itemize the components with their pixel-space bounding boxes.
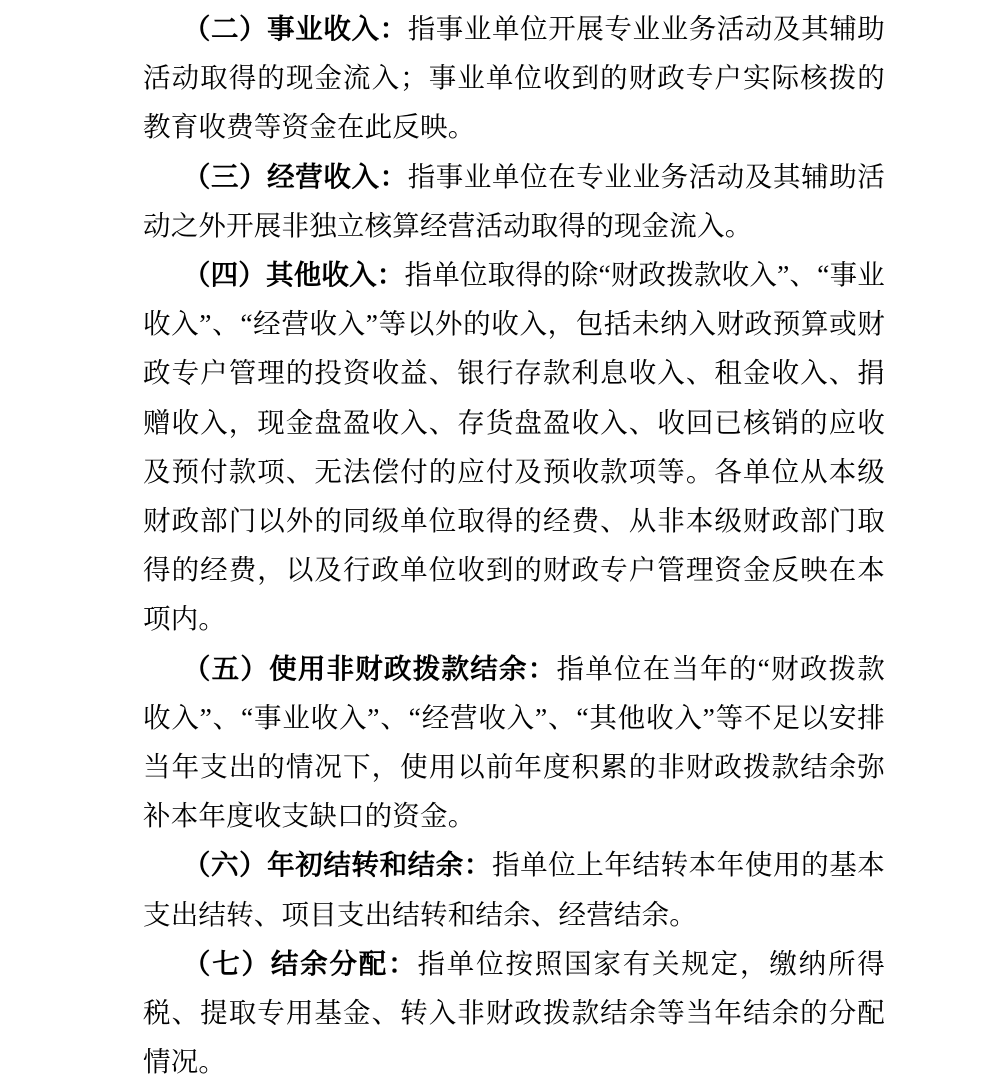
paragraph-item-6 (143, 840, 885, 938)
paragraph-heading: （五）使用非财政拨款结余： (182, 652, 557, 684)
paragraph-heading: （七）结余分配： (182, 947, 418, 979)
paragraph-body: 指事业单位在专业业务活动及其辅助活动之外开展非独立核算经营活动取得的现金流入。 (143, 160, 885, 241)
paragraph-heading: （六）年初结转和结余： (182, 849, 492, 881)
paragraph-body: 指单位按照国家有关规定，缴纳所得税、提取专用基金、转入非财政拨款结余等当年结余的分配情况。 (143, 947, 885, 1078)
paragraph-item-7 (143, 939, 885, 1086)
paragraph-body: 指单位取得的除“财政拨款收入”、“事业收入”、“经营收入”等以外的收入，包括未纳入财政预算或财政专户管理的投资收益、银行存款利息收入、租金收入、捐赠收入，现金盘盈收入、存货盘盈收入、收回已核销的应收及预付款项、无法偿付的应付及预收款项等。各单位从本级财政部门以外的同级单位取得的经费、从非本级财政部门取得的经费，以及行政单位收到的财政专户管理资金反映在本项内。 (143, 259, 885, 635)
paragraph-item-5 (143, 644, 885, 841)
paragraph-item-2 (143, 4, 885, 152)
paragraph-heading: （三）经营收入： (182, 160, 408, 192)
paragraph-heading: （二）事业收入： (182, 13, 408, 44)
paragraph-item-3 (143, 152, 885, 250)
paragraph-item-4 (143, 250, 885, 644)
paragraph-body: 指事业单位开展专业业务活动及其辅助活动取得的现金流入；事业单位收到的财政专户实际核拨的教育收费等资金在此反映。 (143, 13, 885, 143)
paragraph-heading: （四）其他收入： (182, 259, 405, 291)
paragraph-body: 指单位在当年的“财政拨款收入”、“事业收入”、“经营收入”、“其他收入”等不足以安排当年支出的情况下，使用以前年度积累的非财政拨款结余弥补本年度收支缺口的资金。 (143, 652, 885, 832)
paragraph-body: 指单位上年结转本年使用的基本支出结转、项目支出结转和结余、经营结余。 (143, 849, 885, 930)
